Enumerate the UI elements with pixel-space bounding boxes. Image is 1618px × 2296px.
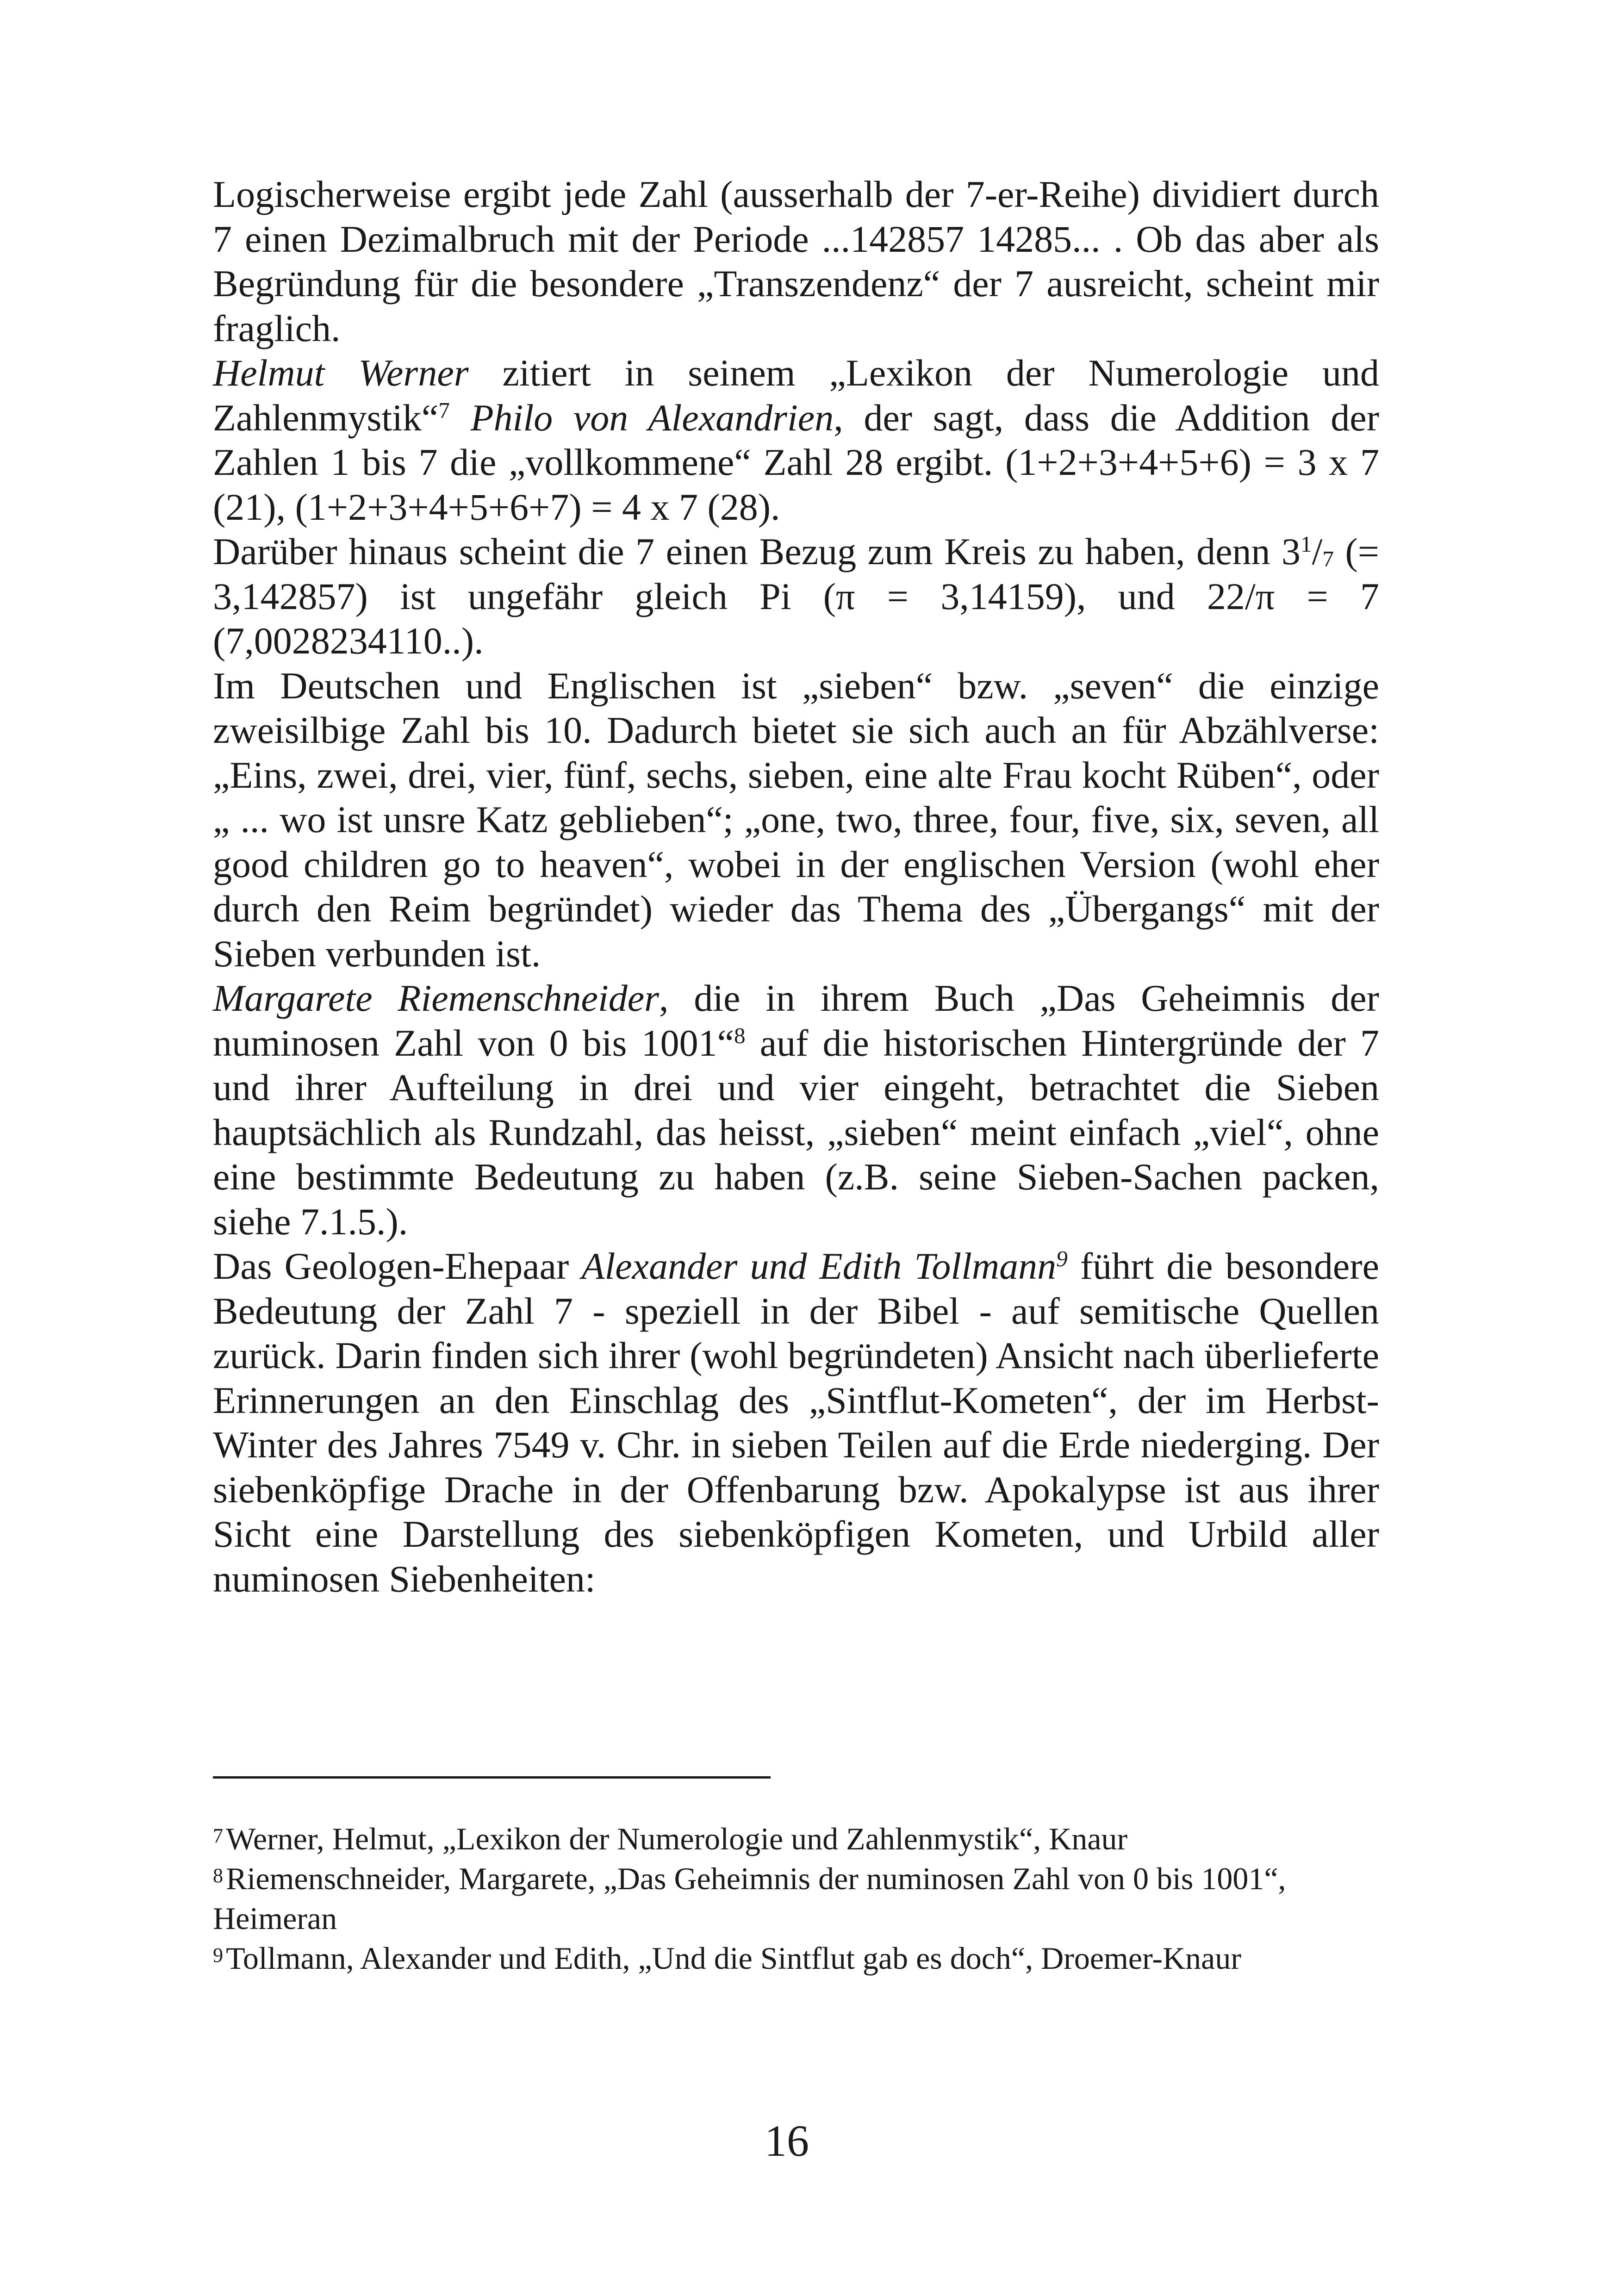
paragraph-text: führt die besondere Bedeutung der Zahl 7 - speziell in der Bibel - auf semitische Quellen zurück. Darin finden sich ihrer (wohl begründeten) Ansicht nach überlieferte Erinnerungen an den Einschlag des „Sintflut-Kometen“, der im Herbst-Winter des Jahres 7549 v. Chr. in sieben Teilen auf die Erde niederging. Der siebenköpfige Drache in der Offenbarung bzw. Apokalypse ist aus ihrer Sicht eine Darstellung des siebenköpfigen Kometen, und Urbild aller numinosen Siebenheiten: bbox=[213, 1245, 1379, 1600]
paragraph-tollmann bbox=[213, 1244, 1379, 1601]
paragraph-text: Im Deutschen und Englischen ist „sieben“ bzw. „seven“ die einzige zweisilbige Zahl bis 10. Dadurch bietet sie sich auch an für Abzählverse: „Eins, zwei, drei, vier, fünf, sechs, sieben, eine alte Frau kocht Rüben“, oder „ ... wo ist unsre Katz geblieben“; „one, two, three, four, five, six, seven, all good children go to heaven“, wobei in der englischen Version (wohl eher durch den Reim begründet) wieder das Thema des „Übergangs“ mit der Sieben verbunden ist. bbox=[213, 664, 1379, 975]
paragraph-abzaehlverse bbox=[213, 664, 1379, 977]
paragraph-text: Logischerweise ergibt jede Zahl (ausserhalb der 7-er-Reihe) dividiert durch 7 einen Dezimalbruch mit der Periode ...142857 14285... . Ob das aber als Begründung für die besondere „Transzendenz“ der 7 ausreicht, scheint mir fraglich. bbox=[213, 173, 1379, 349]
footnote-9 bbox=[213, 1938, 1379, 1978]
body-text bbox=[213, 172, 1379, 1601]
paragraph-werner bbox=[213, 351, 1379, 529]
paragraph-periode bbox=[213, 172, 1379, 351]
author-name: Philo von Alexandrien bbox=[470, 396, 834, 439]
footnote-number: 7 bbox=[213, 1824, 224, 1847]
footnote-text: Riemenschneider, Margarete, „Das Geheimnis der numinosen Zahl von 0 bis 1001“, Heimeran bbox=[213, 1861, 1286, 1936]
footnote-reference[interactable]: 7 bbox=[438, 397, 450, 423]
fraction-denominator: 7 bbox=[1322, 546, 1334, 572]
fraction-slash: / bbox=[1312, 530, 1323, 572]
footnote-separator bbox=[213, 1776, 771, 1779]
paragraph-text: zitiert in seinem „Lexikon der Numerologie und Zahlenmystik“ bbox=[213, 352, 1379, 439]
author-name: Margarete Riemenschneider bbox=[213, 977, 660, 1019]
footnote-reference[interactable]: 8 bbox=[734, 1022, 746, 1048]
paragraph-text: (= 3,142857) ist ungefähr gleich Pi (π = 3,14159), und 22/π = 7 (7,0028234110..). bbox=[213, 530, 1379, 662]
footnote-text: Werner, Helmut, „Lexikon der Numerologie und Zahlenmystik“, Knaur bbox=[226, 1821, 1128, 1856]
paragraph-text bbox=[450, 397, 471, 439]
paragraph-text: auf die historischen Hintergründe der 7 und ihrer Aufteilung in drei und vier eingeht, betrachtet die Sieben hauptsächlich als Rundzahl, das heisst, „sieben“ meint einfach „viel“, ohne eine bestimmte Bedeutung zu haben (z.B. seine Sieben-Sachen packen, siehe 7.1.5.). bbox=[213, 1021, 1379, 1243]
footnote-reference[interactable]: 9 bbox=[1056, 1245, 1068, 1271]
page-number: 16 bbox=[765, 2116, 809, 2165]
fraction-numerator: 1 bbox=[1300, 531, 1312, 557]
paragraph-text: Das Geologen-Ehepaar bbox=[213, 1245, 582, 1287]
footnote-8 bbox=[213, 1859, 1379, 1938]
footnote-number: 9 bbox=[213, 1943, 224, 1966]
paragraph-text: , der sagt, dass die Addition der Zahlen 1 bis 7 die „vollkommene“ Zahl 28 ergibt. (1+2+3+4+5+6) = 3 x 7 (21), (1+2+3+4+5+6+7) = 4 x 7 (28). bbox=[213, 396, 1380, 528]
paragraph-text: , die in ihrem Buch „Das Geheimnis der numinosen Zahl von 0 bis 1001“ bbox=[213, 977, 1379, 1064]
footnotes bbox=[213, 1819, 1379, 1978]
author-name: Alexander und Edith Tollmann bbox=[581, 1245, 1057, 1287]
author-name: Helmut Werner bbox=[213, 352, 469, 394]
footnote-7 bbox=[213, 1819, 1379, 1859]
paragraph-kreis bbox=[213, 529, 1379, 664]
footnote-number: 8 bbox=[213, 1864, 224, 1887]
paragraph-text: Darüber hinaus scheint die 7 einen Bezug zum Kreis zu haben, denn 3 bbox=[213, 530, 1301, 572]
paragraph-riemenschneider bbox=[213, 976, 1379, 1244]
footnote-text: Tollmann, Alexander und Edith, „Und die Sintflut gab es doch“, Droemer-Knaur bbox=[226, 1941, 1241, 1976]
